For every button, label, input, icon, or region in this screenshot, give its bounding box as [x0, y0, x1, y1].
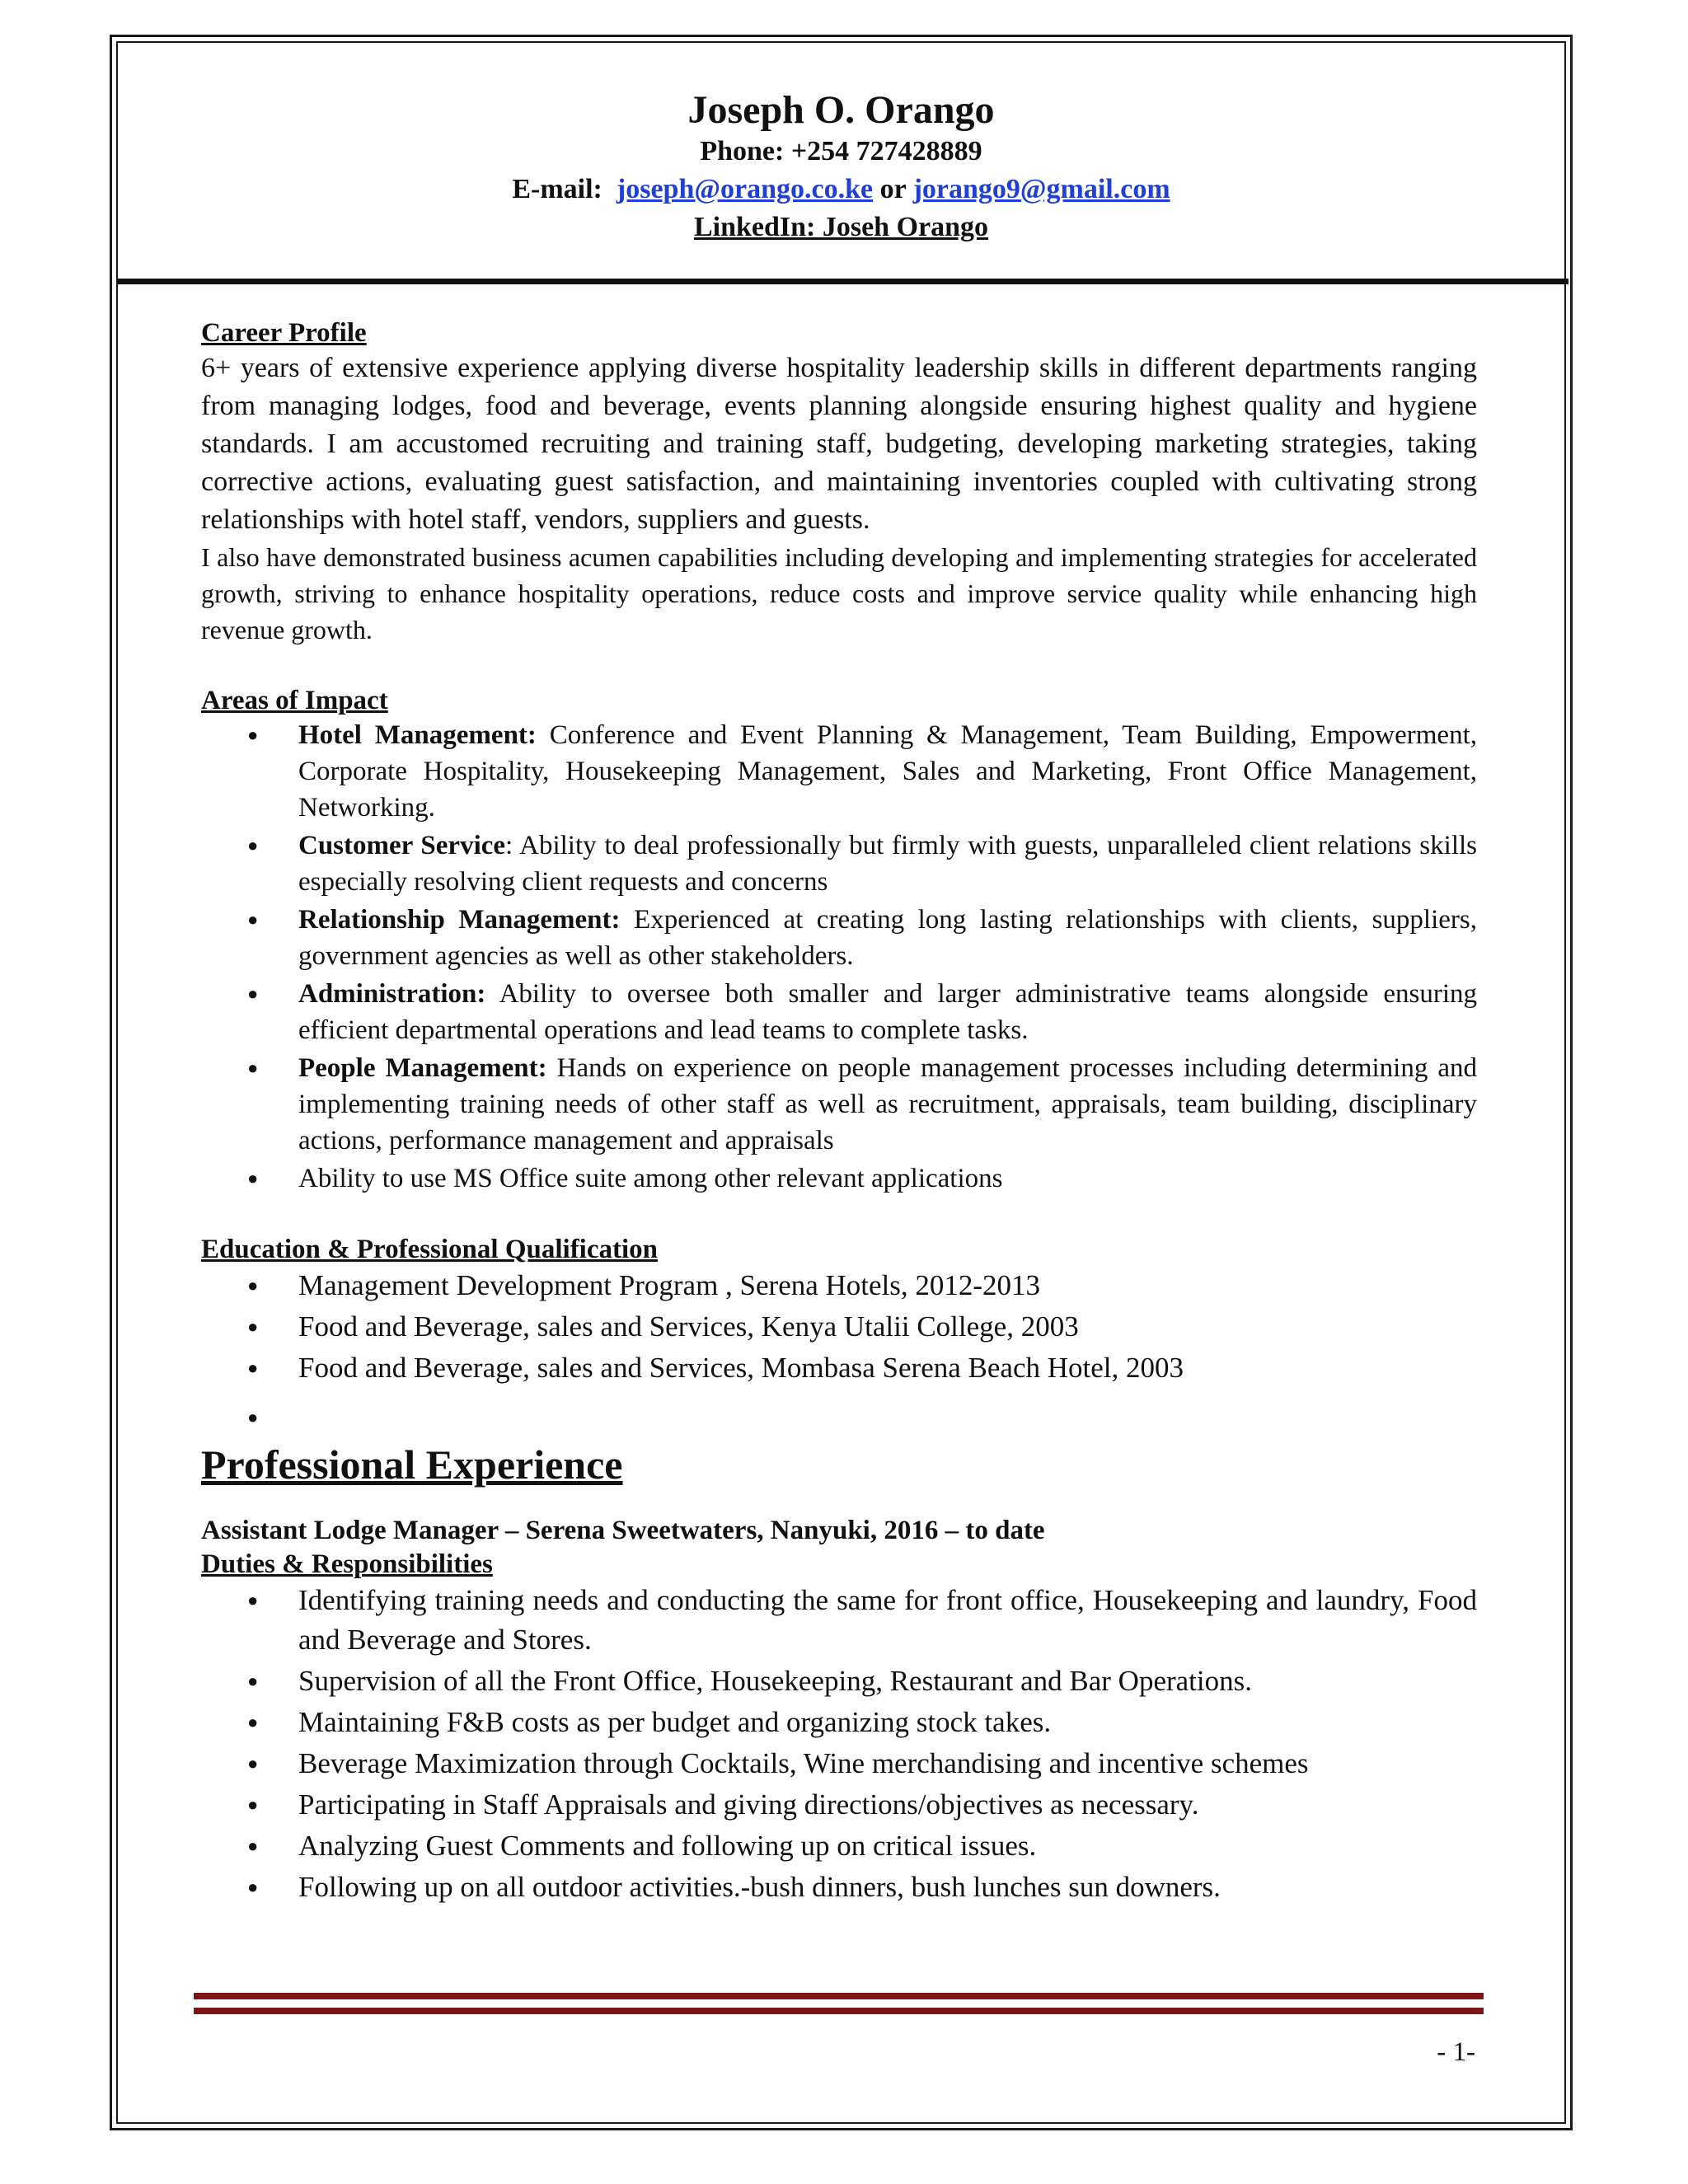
- career-profile-paragraph-2: I also have demonstrated business acumen capabilities including developing and implementing strategies for accelerated growth, striving to enhance hospitality operations, reduce costs and improve service quality while enhancing high revenue growth.: [201, 542, 1477, 644]
- email-link-secondary[interactable]: jorango9@gmail.com: [912, 174, 1170, 204]
- list-item: ● Analyzing Guest Comments and following up on critical issues.: [298, 1826, 1477, 1866]
- email-label: E-mail:: [512, 174, 603, 204]
- career-profile-paragraph-1: 6+ years of extensive experience applying diverse hospitality leadership skills in different departments ranging from managing lodges, food and beverage, events planning alongside ensuring highest quality and hygiene standards. I am accustomed recruiting and training staff, budgeting, developing marketing strategies, taking corrective actions, evaluating guest satisfaction, and maintaining inventories coupled with cultivating strong relationships with hotel staff, vendors, suppliers and guests.: [201, 353, 1477, 535]
- list-item: ● Management Development Program , Serena Hotels, 2012-2013: [298, 1266, 1477, 1305]
- education-list: [201, 1266, 1477, 1437]
- areas-of-impact-list: [201, 717, 1477, 1197]
- item-text: Conference and Event Planning & Management, Team Building, Empowerment, Corporate Hospitality, Housekeeping Management, Sales and Marketing, Front Office Management, Networking.: [298, 720, 1477, 823]
- phone-label: Phone:: [700, 136, 785, 166]
- footer-rule-top: [194, 1993, 1484, 1999]
- list-item: ● Food and Beverage, sales and Services, Mombasa Serena Beach Hotel, 2003: [298, 1348, 1477, 1388]
- professional-experience-title: Professional Experience: [201, 1441, 623, 1488]
- item-lead: Hotel Management:: [298, 720, 537, 750]
- item-lead: People Management:: [298, 1053, 547, 1083]
- list-item: ● Maintaining F&B costs as per budget and organizing stock takes.: [298, 1703, 1477, 1742]
- list-item: [298, 1398, 1477, 1437]
- list-item: [298, 902, 1477, 974]
- list-item: ● Beverage Maximization through Cocktails, Wine merchandising and incentive schemes: [298, 1744, 1477, 1783]
- list-item: ● Food and Beverage, sales and Services, Kenya Utalii College, 2003: [298, 1307, 1477, 1347]
- education-title: Education & Professional Qualification: [201, 1235, 659, 1264]
- page-number: - 1-: [1437, 2037, 1475, 2067]
- item-text: Hands on experience on people management processes including determining and implementing training needs of other staff as well as recruitment, appraisals, team building, disciplinary actions, performance management and appraisals: [298, 1053, 1478, 1155]
- email-join: or: [879, 174, 907, 204]
- resume-body: [201, 316, 1477, 1909]
- list-item: ● Supervision of all the Front Office, Housekeeping, Restaurant and Bar Operations.: [298, 1661, 1477, 1701]
- header-divider: [118, 279, 1568, 284]
- item-lead: Customer Service: [298, 831, 506, 860]
- item-text: Ability to use MS Office suite among other relevant applications: [298, 1164, 1003, 1193]
- linkedin-line: LinkedIn: Joseh Orango: [693, 212, 989, 242]
- list-item: [298, 827, 1477, 900]
- email-line: [118, 171, 1564, 208]
- item-text: Ability to oversee both smaller and larger administrative teams alongside ensuring efficient departmental operations and lead teams to complete tasks.: [298, 979, 1477, 1045]
- item-text: Experienced at creating long lasting relationships with clients, suppliers, government agencies as well as other stakeholders.: [298, 905, 1477, 971]
- item-text: : Ability to deal professionally but firmly with guests, unparalleled client relations skills especially resolving client requests and concerns: [298, 831, 1477, 897]
- item-lead: Relationship Management:: [298, 905, 621, 935]
- list-item: ● Participating in Staff Appraisals and giving directions/objectives as necessary.: [298, 1785, 1477, 1825]
- list-item: [298, 717, 1477, 826]
- duties-list: [201, 1581, 1477, 1907]
- list-item: [298, 1160, 1477, 1197]
- resume-header: [118, 43, 1564, 280]
- email-link-primary[interactable]: joseph@orango.co.ke: [616, 174, 874, 204]
- phone-number: +254 727428889: [790, 136, 982, 166]
- phone-line: [118, 134, 1564, 170]
- job-title: Assistant Lodge Manager – Serena Sweetwaters, Nanyuki, 2016 – to date: [201, 1516, 1045, 1545]
- list-item: ● Following up on all outdoor activities.-bush dinners, bush lunches sun downers.: [298, 1868, 1477, 1907]
- list-item: [298, 976, 1477, 1048]
- career-profile-title: Career Profile: [201, 318, 367, 348]
- duties-title: Duties & Responsibilities: [201, 1549, 493, 1579]
- item-lead: Administration:: [298, 979, 486, 1009]
- areas-of-impact-title: Areas of Impact: [201, 686, 388, 715]
- footer-rule-bottom: [194, 2008, 1484, 2014]
- candidate-name: Joseph O. Orango: [687, 88, 995, 132]
- list-item: [298, 1050, 1477, 1159]
- list-item: ● Identifying training needs and conducting the same for front office, Housekeeping and laundry, Food and Beverage and Stores.: [298, 1581, 1477, 1660]
